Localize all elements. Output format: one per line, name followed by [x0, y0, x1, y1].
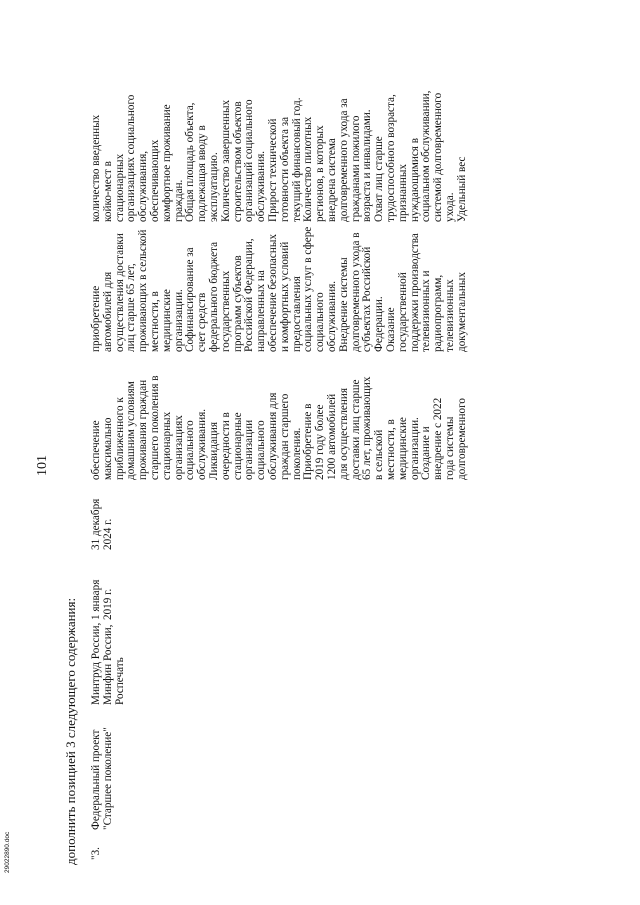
- text-line: Федеральный проект: [90, 729, 102, 830]
- text-line: строительством объектов: [231, 101, 244, 222]
- text-line: телевизионных и: [420, 270, 433, 352]
- project-name: [91, 715, 115, 830]
- text-line: документальных: [455, 272, 468, 352]
- measures-column: [91, 217, 469, 352]
- text-line: в сельской: [373, 429, 386, 480]
- text-line: года системы: [443, 416, 456, 480]
- text-line: Охват лиц старше: [373, 136, 386, 222]
- text-line: федерального бюджета: [207, 241, 220, 352]
- text-line: проживания граждан: [137, 379, 150, 480]
- text-line: организаций социального: [243, 99, 256, 222]
- text-line: организации: [243, 419, 256, 480]
- text-line: социального: [184, 420, 197, 480]
- text-line: обслуживания для: [266, 392, 279, 480]
- text-line: Роспечать: [113, 657, 126, 705]
- text-line: трудоспособного возраста,: [384, 94, 397, 222]
- text-line: направленных на: [255, 270, 268, 352]
- text-line: телевизионных: [443, 279, 456, 352]
- text-line: максимально: [101, 417, 114, 480]
- rotated-content: [63, 25, 533, 865]
- table-row: [91, 25, 531, 865]
- text-line: домашним условиям: [125, 381, 138, 480]
- text-line: Минтруд России,: [90, 622, 102, 705]
- text-line: очередности в: [219, 412, 232, 480]
- text-line: Софинансирование за: [184, 247, 197, 352]
- text-line: внедрена система: [325, 138, 338, 222]
- text-line: медицинские: [160, 289, 173, 352]
- text-line: Российской Федерации,: [243, 238, 256, 352]
- text-line: граждан.: [172, 179, 185, 222]
- text-line: медицинские: [396, 417, 409, 480]
- text-line: обслуживания,: [137, 150, 150, 222]
- text-line: поддержки производства: [408, 233, 421, 352]
- intro-text: дополнить позицией 3 следующего содержания:: [63, 597, 78, 865]
- text-line: приближенного к: [113, 397, 126, 480]
- text-line: поколения.: [290, 427, 303, 480]
- text-line: организациях социального: [125, 94, 138, 222]
- text-line: внедрение с 2022: [432, 397, 445, 480]
- text-line: программ субъектов: [231, 255, 244, 352]
- text-line: 31 декабря: [90, 498, 102, 550]
- text-line: социальных услуг в сфере: [302, 226, 315, 352]
- text-line: готовности объекта за: [278, 116, 291, 222]
- text-line: гражданами пожилого: [349, 115, 362, 222]
- text-line: Оказание: [384, 307, 397, 352]
- indicators-column: [91, 72, 469, 222]
- text-line: предоставления: [290, 276, 303, 352]
- text-line: доставки лиц старше: [349, 379, 362, 480]
- text-line: обеспечение: [90, 420, 102, 480]
- text-line: ухода.: [443, 192, 456, 222]
- text-line: 2019 году более: [314, 404, 327, 480]
- result-column: [91, 355, 469, 480]
- text-line: осуществления доставки: [113, 233, 126, 352]
- text-line: социального: [255, 420, 268, 480]
- text-line: лиц старше 65 лет,: [125, 263, 138, 352]
- text-line: счет средств: [196, 292, 209, 352]
- text-line: "Старшее поколение": [101, 727, 114, 830]
- text-line: социальном обслуживании,: [420, 90, 433, 222]
- text-line: обслуживания.: [255, 150, 268, 222]
- text-line: местности, в: [384, 419, 397, 480]
- text-line: эксплуатацию.: [207, 152, 220, 222]
- text-line: Приобретение в: [302, 403, 315, 480]
- text-line: Минфин России,: [101, 624, 114, 705]
- text-line: Федерации.: [373, 296, 386, 352]
- text-line: подлежащая вводу в: [196, 125, 209, 222]
- text-line: Внедрение системы: [337, 257, 350, 352]
- text-line: стационарные: [231, 412, 244, 480]
- text-line: количество введенных: [90, 114, 102, 222]
- text-line: организации.: [172, 289, 185, 352]
- text-line: и комфортных условий: [278, 241, 291, 352]
- text-line: обеспечивающих: [148, 139, 161, 222]
- responsible-agencies: [91, 620, 126, 705]
- text-line: Количество завершенных: [219, 99, 232, 222]
- text-line: обеспечение безопасных: [266, 234, 279, 352]
- text-line: регионов, в которых: [314, 125, 327, 222]
- text-line: 1200 автомобилей: [325, 393, 338, 480]
- text-line: долговременного: [455, 398, 468, 480]
- end-date: [91, 490, 115, 550]
- text-line: Удельный вес: [455, 156, 468, 222]
- text-line: долговременного ухода за: [337, 98, 350, 222]
- text-line: организациях: [172, 415, 185, 480]
- text-line: обслуживания.: [325, 280, 338, 352]
- page-number: 101: [35, 455, 50, 476]
- text-line: социального: [314, 292, 327, 352]
- text-line: долговременного ухода в: [349, 232, 362, 352]
- text-line: организации.: [408, 417, 421, 480]
- text-line: 2024 г.: [101, 518, 114, 550]
- text-line: признанных: [396, 163, 409, 222]
- start-date: [91, 550, 115, 620]
- text-line: комфортное проживание: [160, 104, 173, 222]
- text-line: радиопрограмм,: [432, 274, 445, 352]
- text-line: государственной: [396, 272, 409, 352]
- text-line: стационарных: [113, 153, 126, 222]
- text-line: нуждающимися в: [408, 137, 421, 222]
- text-line: субъектах Российской: [361, 246, 374, 352]
- text-line: граждан старшего: [278, 393, 291, 480]
- text-line: местности, в: [148, 291, 161, 352]
- text-line: Общая площадь объекта,: [184, 102, 197, 222]
- text-line: автомобилей для: [101, 271, 114, 352]
- text-line: приобретение: [90, 285, 102, 352]
- text-line: койко-мест в: [101, 161, 114, 222]
- text-line: 2019 г.: [101, 588, 114, 620]
- row-number: "3.: [90, 847, 102, 860]
- text-line: стационарных: [160, 411, 173, 480]
- text-line: проживающих в сельской: [137, 229, 150, 352]
- text-line: Создание и: [420, 426, 433, 480]
- text-line: Ликвидация: [207, 421, 220, 480]
- text-line: Прирост технической: [266, 118, 279, 222]
- text-line: старшего поколения в: [148, 375, 161, 480]
- text-line: обслуживания.: [196, 408, 209, 480]
- text-line: возраста и инвалидами.: [361, 109, 374, 222]
- text-line: системой долговременного: [432, 92, 445, 222]
- text-line: для осуществления: [337, 387, 350, 480]
- text-line: 1 января: [90, 579, 102, 620]
- text-line: государственных: [219, 270, 232, 352]
- text-line: текущий финансовый год.: [290, 97, 303, 222]
- file-footer: 29022890.doc: [4, 831, 11, 873]
- text-line: Количество пилотных: [302, 116, 315, 222]
- text-line: 65 лет, проживающих: [361, 376, 374, 480]
